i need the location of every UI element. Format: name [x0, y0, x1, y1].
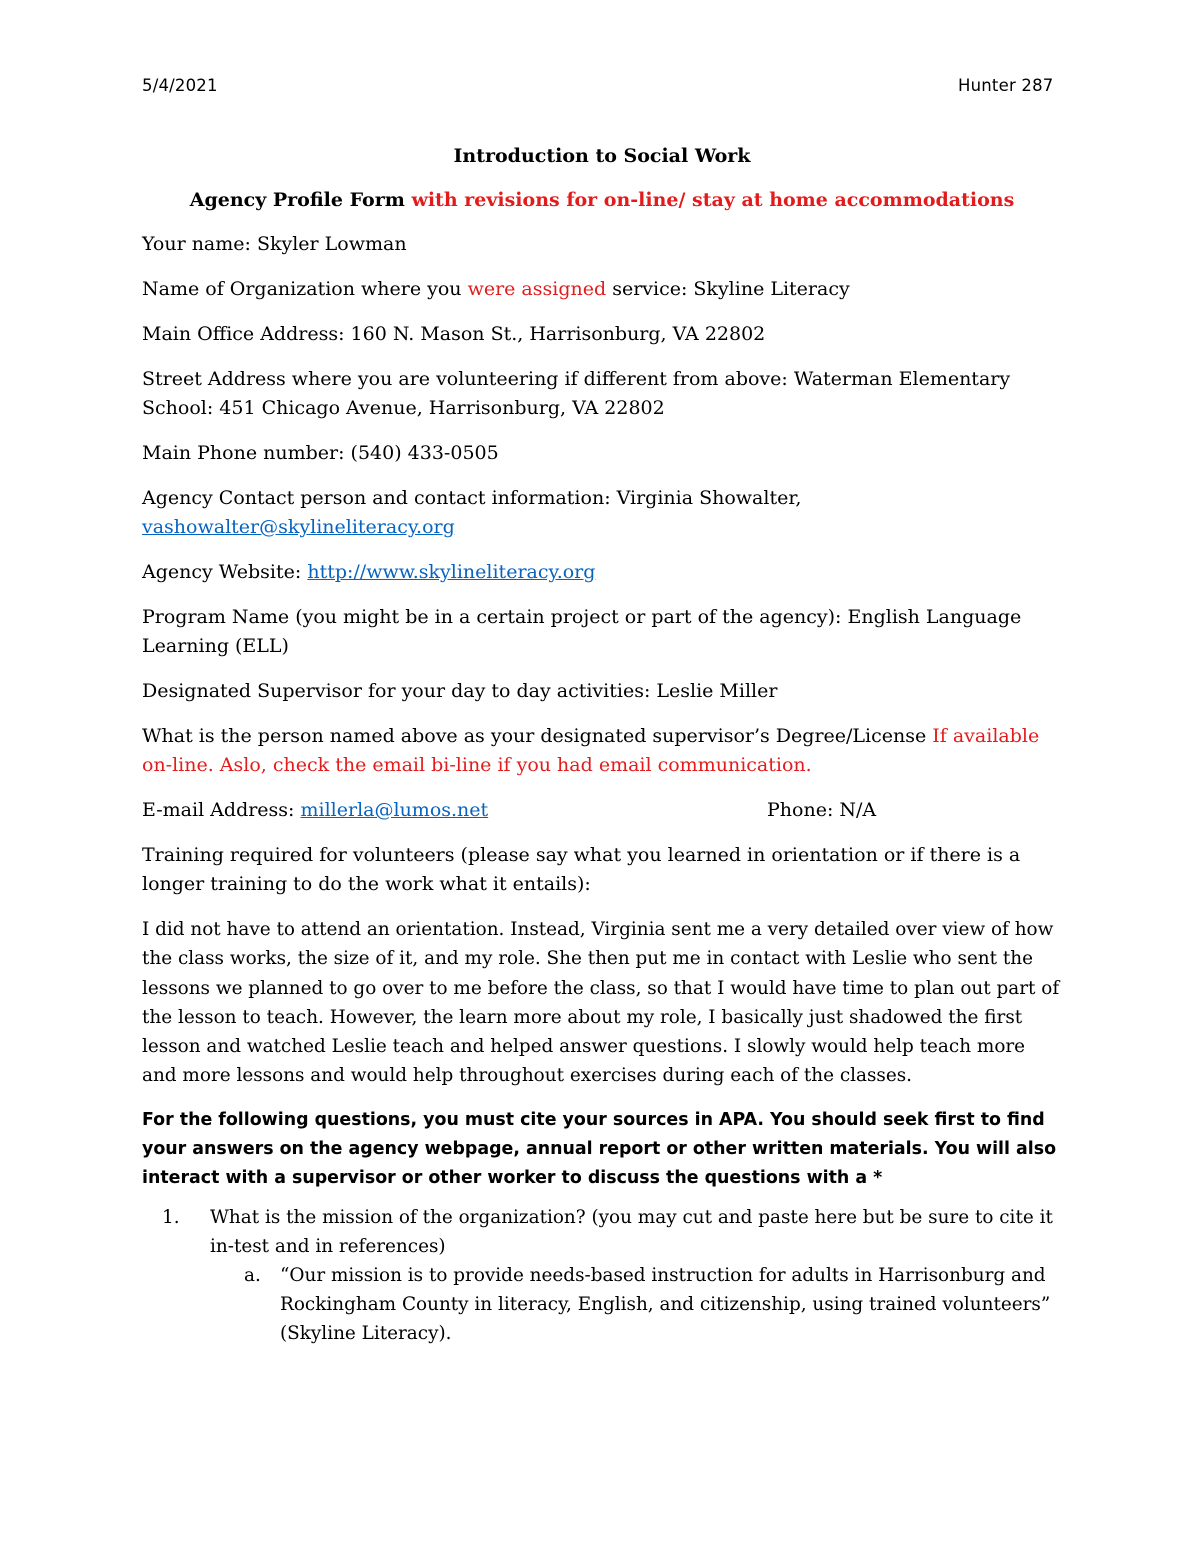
field-email-phone — [142, 796, 1062, 825]
field-program-name: Program Name (you might be in a certain project or part of the agency): English Language Learning (ELL) — [142, 606, 1022, 657]
degree-label: What is the person named above as your designated supervisor’s Degree/License — [142, 725, 927, 747]
answer-item — [142, 1261, 1062, 1348]
question-text: What is the mission of the organization? (you may cut and paste here but be sure to cite it in-test and in references) — [210, 1206, 1053, 1257]
field-main-phone: Main Phone number: (540) 433-0505 — [142, 442, 499, 464]
answer-letter: a. — [244, 1264, 261, 1286]
field-training-prompt: Training required for volunteers (please say what you learned in orientation or if there is a longer training to do the work what it entails): — [142, 844, 1021, 895]
subtitle-main: Agency Profile Form — [189, 189, 405, 211]
field-degree-license — [142, 722, 1062, 780]
website-link[interactable]: http://www.skylineliteracy.org — [307, 561, 596, 583]
header-date: 5/4/2021 — [142, 76, 218, 95]
org-revision-note: were assigned — [467, 278, 607, 300]
training-answer: I did not have to attend an orientation. Instead, Virginia sent me a very detailed over view of how the class works, the size of it, and my role. She then put me in contact with Leslie who sent the lessons we planned to go over to me before the class, so that I would have time to plan out part of the lesson to teach. However, the learn more about my role, I basically just shadowed the first lesson and watched Leslie teach and helped answer questions. I slowly would help teach more and more lessons and would help throughout exercises during each of the classes. — [142, 919, 1060, 1087]
header-page-ref: Hunter 287 — [958, 76, 1054, 95]
instructions-paragraph: For the following questions, you must cite your sources in APA. You should seek first to find your answers on the agency webpage, annual report or other written materials. You will also interact with a supervisor or other worker to discuss the questions with a * — [142, 1109, 1057, 1188]
contact-email-link[interactable]: vashowalter@skylineliteracy.org — [142, 516, 455, 538]
email-label: E-mail Address: — [142, 799, 295, 821]
degree-revision-note: If available on-line. Aslo, check the email bi-line if you had email communication. — [142, 725, 1040, 776]
document-subtitle — [142, 186, 1062, 214]
website-label: Agency Website: — [142, 561, 302, 583]
subtitle-revision-note: with revisions for on-line/ stay at home accommodations — [411, 189, 1015, 211]
question-item — [142, 1203, 1062, 1261]
org-label: Name of Organization where you — [142, 278, 462, 300]
answer-text: “Our mission is to provide needs-based instruction for adults in Harrisonburg and Rockingham County in literacy, English, and citizenship, using trained volunteers” (Skyline Literacy). — [280, 1264, 1051, 1344]
field-street-address: Street Address where you are volunteering if different from above: Waterman Elementary School: 451 Chicago Avenue, Harrisonburg, VA 22802 — [142, 368, 1011, 419]
field-contact — [142, 484, 1062, 542]
field-main-office: Main Office Address: 160 N. Mason St., Harrisonburg, VA 22802 — [142, 323, 766, 345]
phone-value: Phone: N/A — [767, 799, 877, 821]
org-value: service: Skyline Literacy — [612, 278, 850, 300]
field-your-name: Your name: Skyler Lowman — [142, 233, 407, 255]
question-number: 1. — [162, 1206, 180, 1228]
field-website — [142, 558, 1062, 587]
contact-label: Agency Contact person and contact information: Virginia Showalter, — [142, 487, 802, 509]
field-supervisor: Designated Supervisor for your day to day activities: Leslie Miller — [142, 680, 778, 702]
supervisor-email-link[interactable]: millerla@lumos.net — [300, 799, 489, 821]
field-organization — [142, 275, 1062, 304]
document-title: Introduction to Social Work — [453, 145, 751, 167]
document-body — [142, 142, 1062, 1348]
